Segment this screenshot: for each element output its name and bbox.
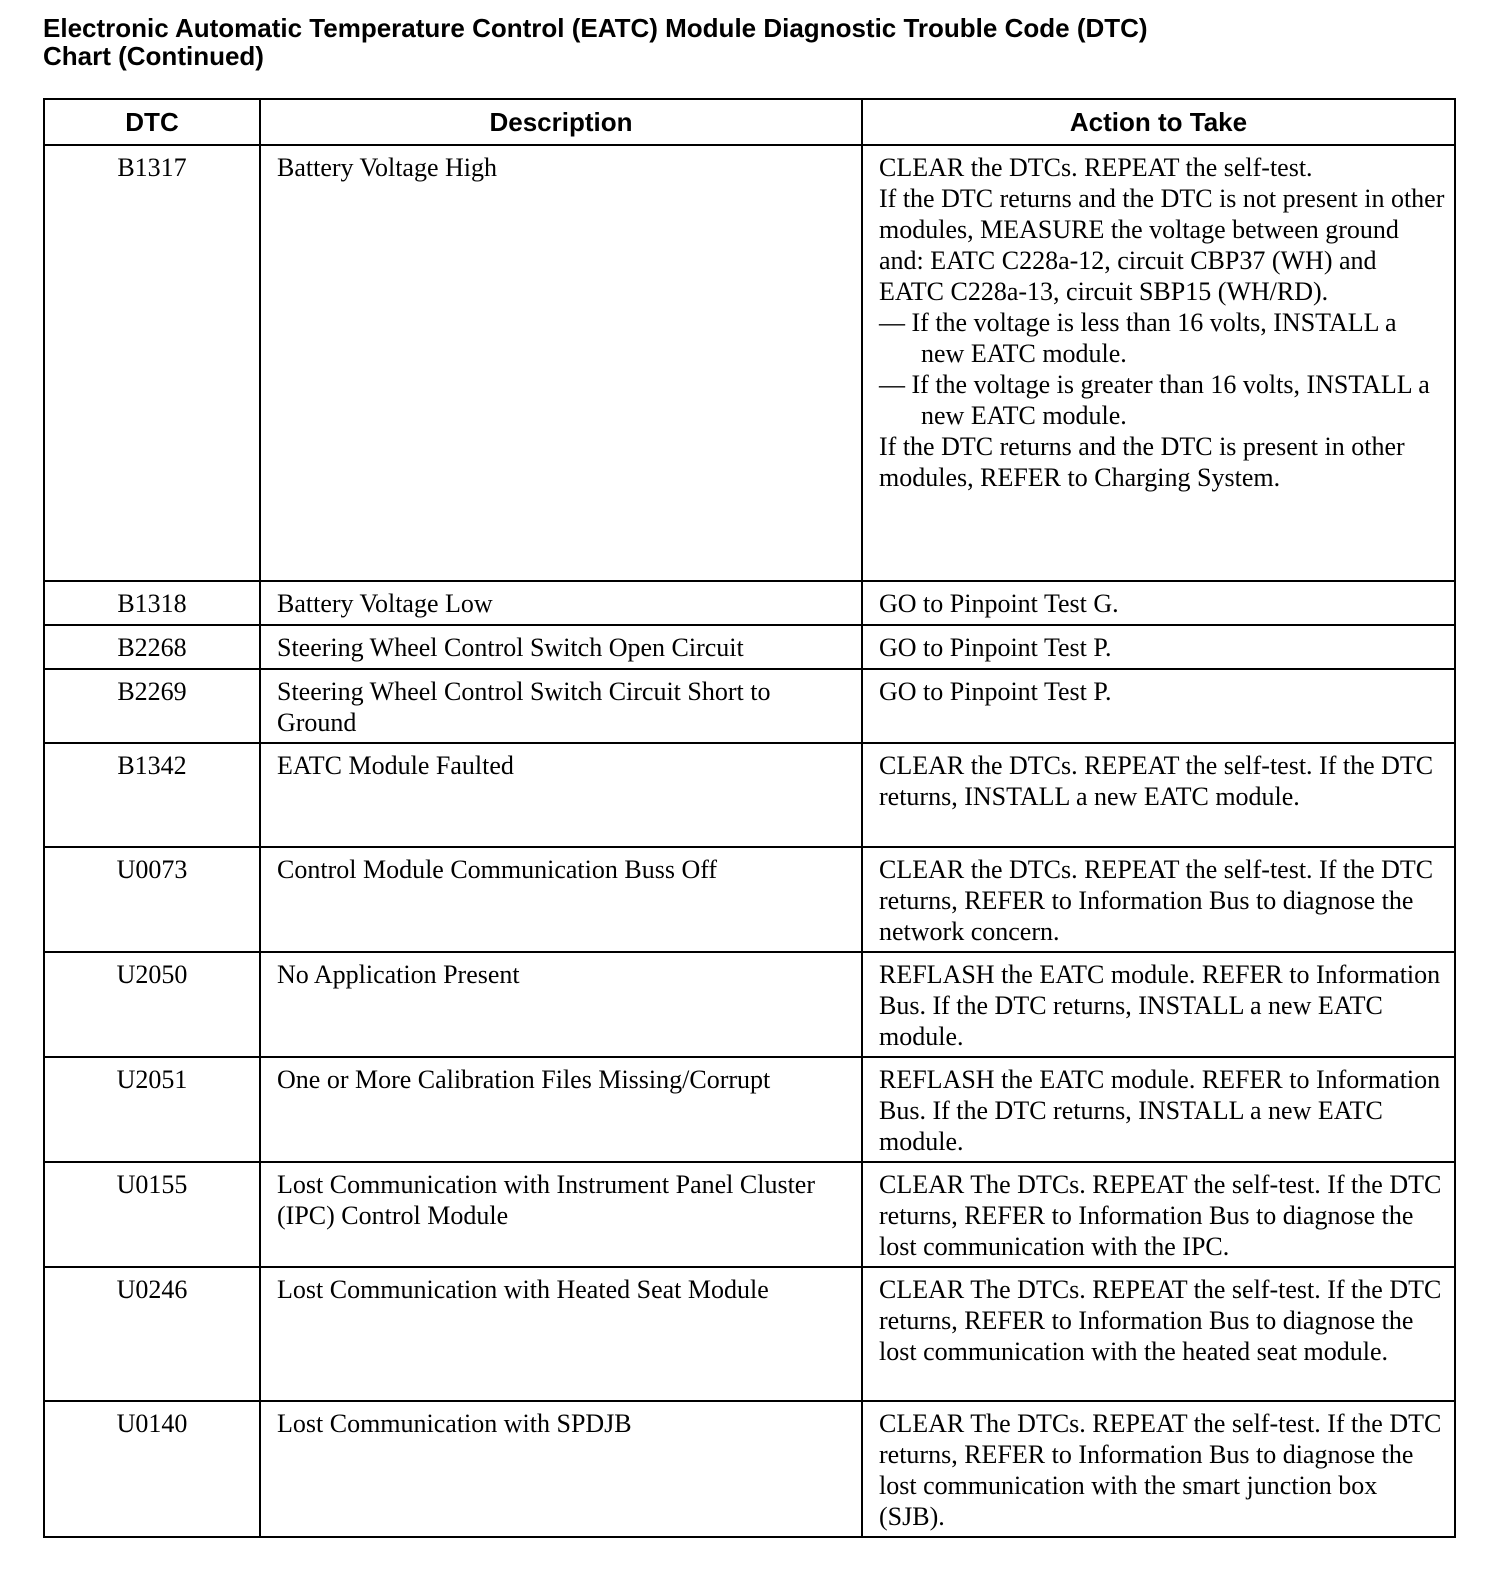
dtc-description: EATC Module Faulted (260, 743, 862, 847)
dtc-action: GO to Pinpoint Test P. (862, 669, 1455, 743)
table-row (44, 1401, 1455, 1537)
dtc-description: Control Module Communication Buss Off (260, 847, 862, 952)
column-header-action: Action to Take (862, 99, 1455, 145)
column-header-description: Description (260, 99, 862, 145)
dtc-action: REFLASH the EATC module. REFER to Information Bus. If the DTC returns, INSTALL a new EATC module. (862, 952, 1455, 1057)
dtc-code: B1342 (44, 743, 260, 847)
dtc-description: One or More Calibration Files Missing/Corrupt (260, 1057, 862, 1162)
column-header-dtc: DTC (44, 99, 260, 145)
table-row (44, 1162, 1455, 1267)
dtc-code: B1318 (44, 581, 260, 625)
dtc-action: GO to Pinpoint Test P. (862, 625, 1455, 669)
dtc-code: B2269 (44, 669, 260, 743)
action-line: If the DTC returns and the DTC is present in other modules, REFER to Charging System. (879, 432, 1405, 492)
dtc-code: U0246 (44, 1267, 260, 1401)
page-title-line-2: Chart (Continued) (43, 41, 264, 71)
table-row (44, 847, 1455, 952)
dtc-code: U0155 (44, 1162, 260, 1267)
table-row (44, 952, 1455, 1057)
table-header-row (44, 99, 1455, 145)
dtc-table (43, 98, 1456, 1538)
dtc-code: B1317 (44, 145, 260, 581)
table-row (44, 743, 1455, 847)
table-row (44, 669, 1455, 743)
dtc-code: U2051 (44, 1057, 260, 1162)
action-sub-step: — If the voltage is less than 16 volts, INSTALL a new EATC module. (879, 308, 1397, 368)
dtc-description: Battery Voltage Low (260, 581, 862, 625)
action-sub-step: — If the voltage is greater than 16 volts, INSTALL a new EATC module. (879, 370, 1430, 430)
dtc-description: No Application Present (260, 952, 862, 1057)
dtc-code: U0073 (44, 847, 260, 952)
dtc-action: CLEAR The DTCs. REPEAT the self-test. If the DTC returns, REFER to Information Bus to diagnose the lost communication with the smart junction box (SJB). (862, 1401, 1455, 1537)
dtc-code: B2268 (44, 625, 260, 669)
table-row (44, 1267, 1455, 1401)
table-row (44, 581, 1455, 625)
dtc-action: GO to Pinpoint Test G. (862, 581, 1455, 625)
dtc-action: CLEAR the DTCs. REPEAT the self-test. If the DTC returns, REFER to Information Bus to diagnose the network concern. (862, 847, 1455, 952)
dtc-code: U2050 (44, 952, 260, 1057)
dtc-action: CLEAR The DTCs. REPEAT the self-test. If the DTC returns, REFER to Information Bus to diagnose the lost communication with the heated seat module. (862, 1267, 1455, 1401)
table-row (44, 145, 1455, 581)
dtc-action: CLEAR the DTCs. REPEAT the self-test. If the DTC returns, INSTALL a new EATC module. (862, 743, 1455, 847)
action-line: If the DTC returns and the DTC is not present in other modules, MEASURE the voltage between ground and: EATC C228a-12, circuit CBP37 (WH) and EATC C228a-13, circuit SBP15 (WH/RD). (879, 184, 1445, 306)
dtc-description: Lost Communication with Heated Seat Module (260, 1267, 862, 1401)
table-row (44, 625, 1455, 669)
page-title-line-1: Electronic Automatic Temperature Control (EATC) Module Diagnostic Trouble Code (DTC) (43, 13, 1148, 43)
dtc-description: Steering Wheel Control Switch Open Circuit (260, 625, 862, 669)
dtc-action (862, 145, 1455, 581)
dtc-description: Battery Voltage High (260, 145, 862, 581)
dtc-description: Lost Communication with SPDJB (260, 1401, 862, 1537)
dtc-action: REFLASH the EATC module. REFER to Information Bus. If the DTC returns, INSTALL a new EATC module. (862, 1057, 1455, 1162)
dtc-action: CLEAR The DTCs. REPEAT the self-test. If the DTC returns, REFER to Information Bus to diagnose the lost communication with the IPC. (862, 1162, 1455, 1267)
dtc-description: Lost Communication with Instrument Panel Cluster (IPC) Control Module (260, 1162, 862, 1267)
dtc-code: U0140 (44, 1401, 260, 1537)
action-line: CLEAR the DTCs. REPEAT the self-test. (879, 153, 1313, 182)
table-row (44, 1057, 1455, 1162)
dtc-description: Steering Wheel Control Switch Circuit Short to Ground (260, 669, 862, 743)
page-title (43, 14, 1443, 70)
